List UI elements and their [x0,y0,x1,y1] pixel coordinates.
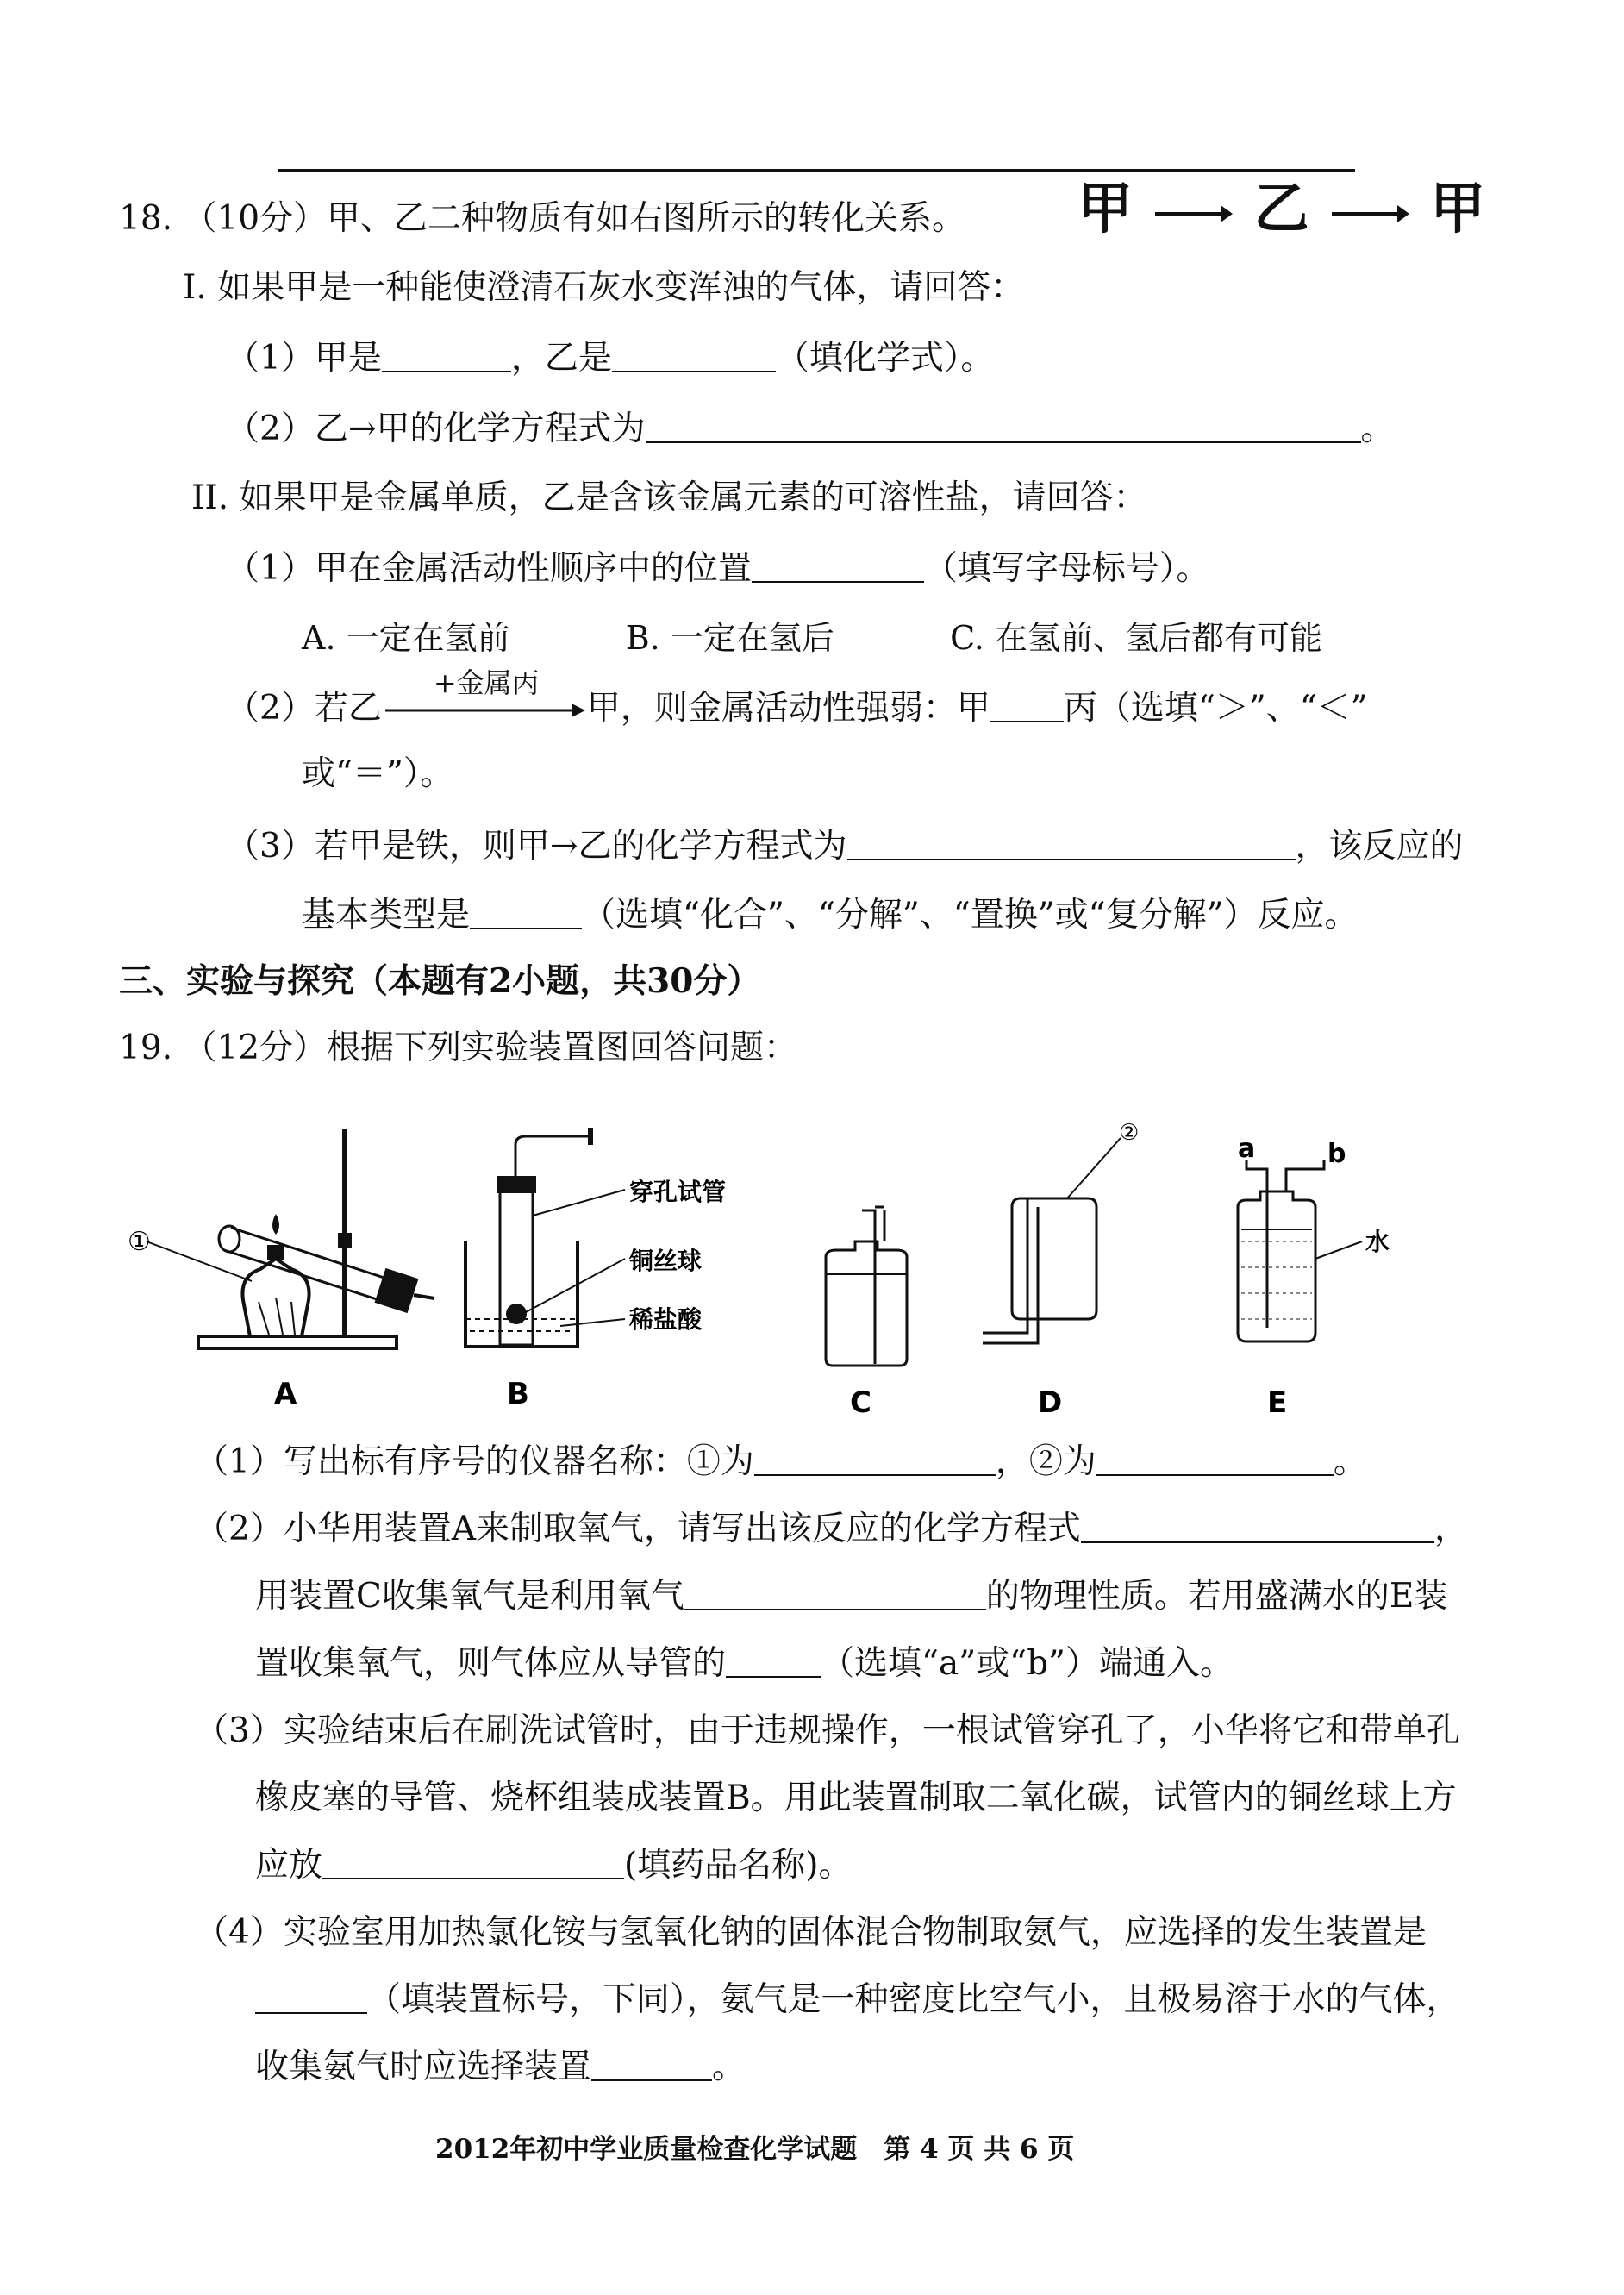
section-3-heading: 三、实验与探究（本题有2小题，共30分） [119,961,761,1001]
q18-p1q2-end: 。 [1360,410,1395,448]
answer-blank[interactable] [684,1578,986,1610]
option-a: A. 一定在氢前 [302,619,510,657]
label-d: D [1038,1385,1063,1414]
apparatus-d [983,1121,1139,1414]
q18-heading: 18. （10分）甲、乙二种物质有如右图所示的转化关系。 [119,199,966,238]
chain-yi: 乙 [1253,177,1309,241]
q18-p2q2-text-c: 丙（选填“＞”、“＜” [1063,689,1368,728]
q18-p2q2-text-b: 甲，则金属活动性强弱：甲 [586,689,990,728]
q19q2-text-d: 的物理性质。若用盛满水的E装 [985,1577,1448,1616]
label-perforated-tube: 穿孔试管 [629,1178,727,1206]
label-copper-ball: 铜丝球 [629,1247,703,1275]
arrow-right-icon [1152,197,1234,231]
q18-part2-q2-cont: 或“＝”）。 [302,754,454,793]
label-port-a: a [1238,1134,1256,1164]
answer-blank[interactable] [754,1443,996,1476]
q19-q4: （4）实验室用加热氯化铵与氢氧化钠的固体混合物制取氨气，应选择的发生装置是 [195,1913,1427,1952]
q18-p2q3-text-c: 基本类型是 [302,896,471,935]
q18-part1-intro: I. 如果甲是一种能使澄清石灰水变浑浊的气体，请回答： [183,268,1025,307]
q18-part2-q3-cont [302,895,1359,936]
q18-part2-intro: II. 如果甲是金属单质，乙是含该金属元素的可溶性盐，请回答： [191,478,1147,517]
mark-1: ① [128,1227,151,1257]
label-water: 水 [1365,1228,1390,1256]
header-rule [278,169,1355,172]
q18-p2q3-text-a: （3）若甲是铁，则甲→乙的化学方程式为 [226,827,847,866]
answer-blank[interactable] [1096,1443,1334,1476]
q18-p2q3-text-b: ，该反应的 [1295,827,1464,866]
q18-p2q1-text-a: （1）甲在金属活动性顺序中的位置 [226,549,752,588]
apparatus-a [128,1129,434,1411]
q18-options [302,617,1322,659]
answer-blank[interactable] [646,410,1361,443]
q19q2-text-e: 置收集氧气，则气体应从导管的 [255,1644,727,1683]
answer-blank[interactable] [847,828,1296,860]
transformation-chain [1077,179,1485,240]
q19q4-end: 。 [712,2048,746,2086]
answer-blank[interactable] [255,1981,367,2014]
q19q4-text-b: （填装置标号，下同），氨气是一种密度比空气小，且极易溶于水的气体， [367,1980,1460,2019]
apparatus-e [1238,1134,1390,1414]
arrow-right-icon [1328,197,1411,231]
q19-heading: 19. （12分）根据下列实验装置图回答问题： [119,1029,798,1067]
q18-part1-q2 [226,409,1395,450]
q18-p2q1-text-b: （填写字母标号）。 [923,549,1210,588]
q19-q1 [195,1441,1367,1483]
q19-q2 [195,1509,1468,1550]
answer-blank[interactable] [1081,1510,1434,1543]
q19-q4-cont1 [255,1979,1460,2021]
q19-q3-cont2 [255,1845,852,1886]
answer-blank[interactable] [470,897,582,929]
label-b: B [507,1377,529,1411]
label-c: C [850,1385,871,1414]
q19q1-text-a: （1）写出标有序号的仪器名称：①为 [195,1442,754,1481]
q19q2-text-b: ， [1433,1510,1468,1548]
label-port-b: b [1327,1139,1346,1169]
answer-blank[interactable] [752,550,924,583]
mark-2: ② [1119,1121,1140,1146]
reaction-arrow [382,666,587,728]
q19q1-end: 。 [1333,1442,1367,1481]
q19q3-text-d: (填药品名称)。 [624,1846,853,1885]
q18-p2q3-text-d: （选填“化合”、“分解”、“置换”或“复分解”）反应。 [582,896,1359,935]
q19q2-text-f: （选填“a”或“b”）端通入。 [821,1644,1234,1683]
q19-q3: （3）实验结束后在刷洗试管时，由于违规操作，一根试管穿孔了，小华将它和带单孔 [195,1711,1460,1750]
label-dilute-hcl: 稀盐酸 [629,1305,703,1334]
arrow-right-icon [382,700,587,721]
q18-p1q1-text-a: （1）甲是 [226,339,382,378]
answer-blank[interactable] [591,2048,712,2081]
label-e: E [1267,1385,1288,1414]
answer-blank[interactable] [990,690,1064,722]
q18-p2q2-text-a: （2）若乙 [226,689,382,728]
chain-jia-2: 甲 [1430,177,1486,241]
chain-jia-1: 甲 [1077,177,1133,241]
q18-part2-q3 [226,826,1464,867]
answer-blank[interactable] [612,340,776,372]
option-c: C. 在氢前、氢后都有可能 [950,619,1322,657]
answer-blank[interactable] [726,1645,821,1678]
label-a: A [274,1377,297,1411]
q19-q2-cont1 [255,1576,1447,1617]
reaction-condition: +金属丙 [433,666,540,699]
q18-p1q1-text-b: ，乙是 [510,339,612,378]
q19q2-text-a: （2）小华用装置A来制取氧气，请写出该反应的化学方程式 [195,1510,1081,1548]
q19q2-text-c: 用装置C收集氧气是利用氧气 [255,1577,684,1616]
q19-q3-cont1: 橡皮塞的导管、烧杯组装成装置B。用此装置制取二氧化碳，试管内的铜丝球上方 [255,1779,1457,1817]
q18-p1q1-text-c: （填化学式）。 [775,339,995,378]
q19-q2-cont2 [255,1643,1234,1685]
answer-blank[interactable] [322,1847,624,1879]
page-footer: 2012年初中学业质量检查化学试题 第 4 页 共 6 页 [435,2134,1075,2165]
q19q3-text-c: 应放 [255,1846,323,1885]
apparatus-c [826,1207,907,1414]
q18-part1-q1 [226,338,994,379]
answer-blank[interactable] [382,340,511,372]
apparatus-figure [121,1121,1465,1414]
q18-p1q2-text: （2）乙→甲的化学方程式为 [226,410,646,448]
q19q1-text-b: ，②为 [995,1442,1096,1481]
apparatus-b [465,1128,726,1411]
q18-part2-q1 [226,548,1209,590]
q19q4-text-c: 收集氨气时应选择装置 [255,2048,592,2086]
q18-part2-q2 [226,666,1368,729]
q19-q4-cont2 [255,2047,746,2088]
option-b: B. 一定在氢后 [625,619,834,657]
